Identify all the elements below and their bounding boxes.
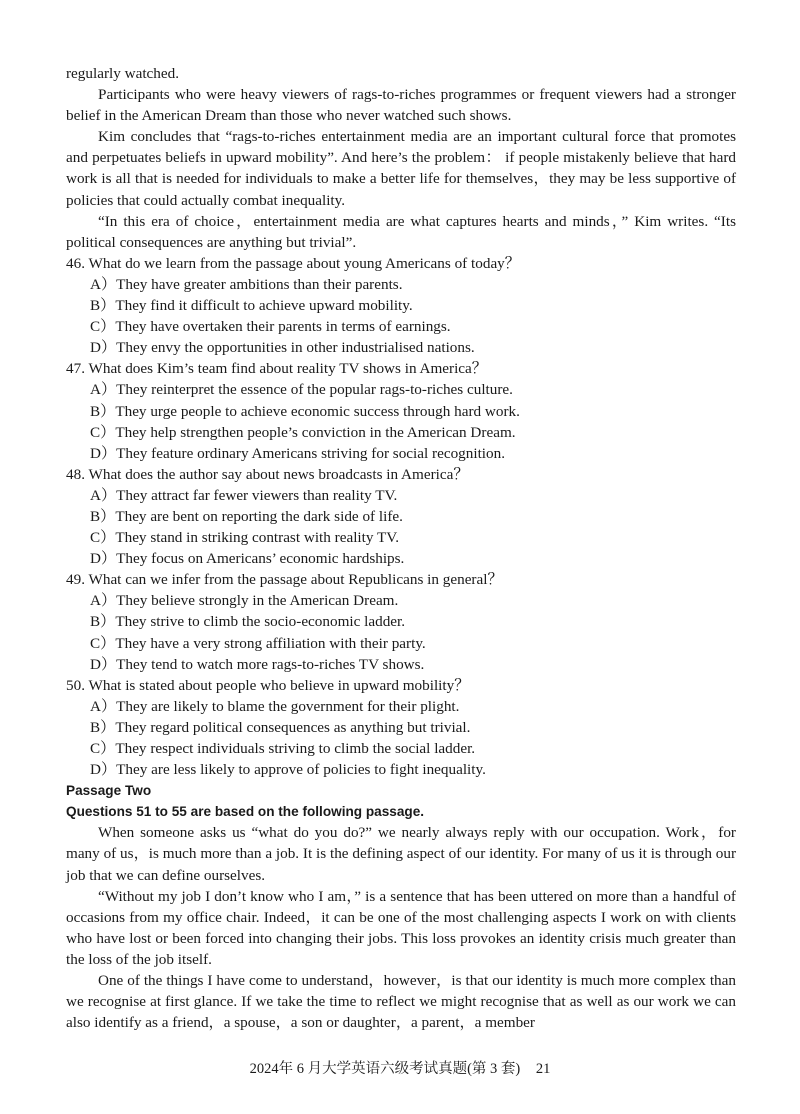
question-text: What do we learn from the passage about young Americans of today？	[88, 254, 520, 272]
answer-option: C）They have overtaken their parents in terms of earnings.	[90, 318, 451, 336]
question-stem	[66, 569, 736, 590]
paragraph: regularly watched.	[66, 65, 180, 82]
paragraph: “Without my job I don’t know who I am，” is a sentence that has been uttered on more than a handful of occasions from my office chair. Indeed，it can be one of the most challenging aspects I work on with clients who have lost or been forced into changing their jobs. This loss provokes an identity crisis much greater than the loss of the job itself.	[66, 887, 736, 968]
question-item	[66, 675, 736, 780]
answer-option: C）They respect individuals striving to climb the social ladder.	[90, 740, 476, 757]
question-item	[66, 358, 736, 463]
answer-option: A）They reinterpret the essence of the popular rags-to-riches culture.	[90, 381, 513, 399]
paragraph: When someone asks us “what do you do?” we nearly always reply with our occupation. Work，for many of us，is much more than a job. It is the defining aspect of our identity. For many of us it is through our job that we can define ourselves.	[66, 824, 736, 884]
page-number: 21	[535, 1061, 551, 1077]
question-number: 50.	[66, 676, 85, 694]
question-item	[66, 464, 736, 569]
answer-option: D）They focus on Americans’ economic hardships.	[90, 550, 405, 568]
question-stem	[66, 253, 736, 274]
answer-option: D）They feature ordinary Americans striving for social recognition.	[90, 444, 505, 462]
answer-option: A）They have greater ambitions than their parents.	[90, 275, 403, 293]
answer-option: A）They believe strongly in the American Dream.	[90, 592, 399, 610]
page-body	[66, 63, 736, 1033]
passage-two-heading: Passage Two	[66, 783, 152, 799]
question-stem	[66, 358, 736, 379]
passage-two-body	[66, 822, 736, 1033]
passage-two-instruction: Questions 51 to 55 are based on the following passage.	[66, 804, 425, 820]
footer-title: 2024年 6 月大学英语六级考试真题(第 3 套)	[249, 1061, 521, 1077]
answer-option: B）They urge people to achieve economic success through hard work.	[90, 402, 520, 420]
page-footer	[0, 1057, 800, 1078]
answer-option: B）They are bent on reporting the dark side of life.	[90, 507, 403, 525]
question-stem	[66, 464, 736, 485]
question-text: What does Kim’s team find about reality TV shows in America？	[88, 360, 487, 378]
question-list	[66, 253, 736, 780]
answer-option: D）They tend to watch more rags-to-riches TV shows.	[90, 655, 425, 673]
answer-option: D）They envy the opportunities in other industrialised nations.	[90, 339, 475, 357]
answer-option: A）They are likely to blame the government for their plight.	[90, 697, 460, 715]
question-stem	[66, 675, 736, 696]
paragraph: “In this era of choice，entertainment media are what captures hearts and minds，” Kim writes. “Its political consequences are anything but trivial”.	[66, 212, 736, 251]
paragraph: One of the things I have come to understand，however，is that our identity is much more complex than we recognise at first glance. If we take the time to reflect we might recognise that as well as our work we can also identify as a friend，a spouse，a son or daughter，a parent，a member	[66, 972, 736, 1032]
answer-option: A）They attract far fewer viewers than reality TV.	[90, 486, 398, 504]
question-number: 47.	[66, 360, 85, 378]
question-text: What is stated about people who believe in upward mobility？	[88, 676, 470, 694]
question-text: What can we infer from the passage about Republicans in general？	[88, 571, 503, 589]
question-number: 49.	[66, 571, 85, 589]
question-item	[66, 253, 736, 358]
answer-option: B）They strive to climb the socio-economic ladder.	[90, 613, 406, 631]
answer-option: C）They have a very strong affiliation with their party.	[90, 634, 426, 652]
answer-option: C）They help strengthen people’s conviction in the American Dream.	[90, 423, 516, 441]
question-text: What does the author say about news broadcasts in America？	[88, 465, 469, 483]
passage-one-tail	[66, 63, 736, 253]
answer-option: B）They regard political consequences as anything but trivial.	[90, 718, 471, 736]
answer-option: C）They stand in striking contrast with reality TV.	[90, 529, 400, 547]
answer-option: D）They are less likely to approve of policies to fight inequality.	[90, 761, 486, 779]
paragraph: Participants who were heavy viewers of rags-to-riches programmes or frequent viewers had a stronger belief in the American Dream than those who never watched such shows.	[66, 86, 736, 125]
question-item	[66, 569, 736, 674]
question-number: 48.	[66, 465, 85, 483]
answer-option: B）They find it difficult to achieve upward mobility.	[90, 297, 413, 315]
question-number: 46.	[66, 254, 85, 272]
paragraph: Kim concludes that “rags-to-riches entertainment media are an important cultural force that promotes and perpetuates beliefs in upward mobility”. And here’s the problem： if people mistakenly believe that hard work is all that is needed for individuals to make a better life for themselves，they may be less supportive of policies that could actually combat inequality.	[66, 128, 736, 209]
